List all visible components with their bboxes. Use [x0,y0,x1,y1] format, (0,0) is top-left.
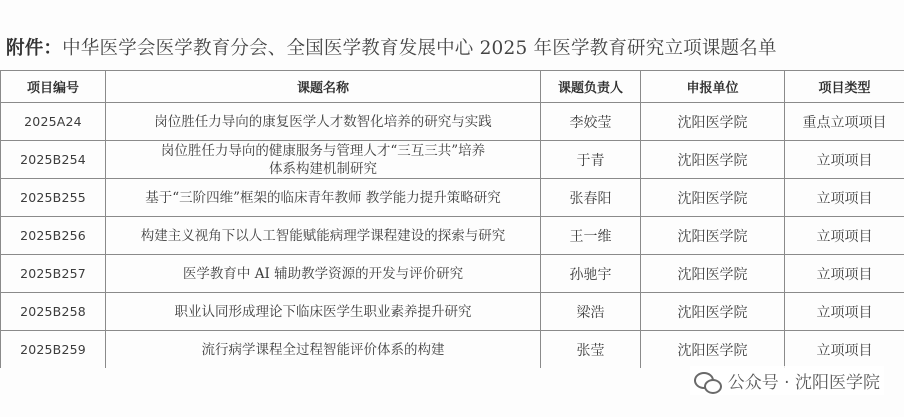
cell-unit: 沈阳医学院 [641,293,785,331]
header-type: 项目类型 [785,71,904,103]
cell-unit: 沈阳医学院 [641,255,785,293]
wechat-icon [694,370,720,392]
cell-leader: 张春阳 [541,179,641,217]
cell-unit: 沈阳医学院 [641,141,785,179]
cell-name: 岗位胜任力导向的康复医学人才数智化培养的研究与实践 [106,103,541,141]
cell-type: 立项项目 [785,331,904,369]
cell-code: 2025B256 [1,217,106,255]
cell-unit: 沈阳医学院 [641,331,785,369]
cell-type: 立项项目 [785,141,904,179]
cell-name: 岗位胜任力导向的健康服务与管理人才“三互三共”培养体系构建机制研究 [106,141,541,179]
cell-leader: 于青 [541,141,641,179]
cell-type: 重点立项项目 [785,103,904,141]
cell-code: 2025B254 [1,141,106,179]
cell-name: 基于“三阶四维”框架的临床青年教师 教学能力提升策略研究 [106,179,541,217]
cell-code: 2025A24 [1,103,106,141]
document-title [6,30,777,64]
cell-type: 立项项目 [785,217,904,255]
cell-code: 2025B257 [1,255,106,293]
table-row [1,255,904,293]
table-row [1,217,904,255]
cell-leader: 张莹 [541,331,641,369]
cell-leader: 孙驰宇 [541,255,641,293]
watermark-text: 公众号 · 沈阳医学院 [727,373,880,393]
title-prefix: 附件： [6,38,63,59]
title-text: 中华医学会医学教育分会、全国医学教育发展中心 2025 年医学教育研究立项课题名单 [62,38,777,59]
cell-leader: 李姣莹 [541,103,641,141]
table-header-row [1,71,904,103]
cell-type: 立项项目 [785,179,904,217]
cell-unit: 沈阳医学院 [641,179,785,217]
project-table-container [0,70,904,368]
cell-name: 流行病学课程全过程智能评价体系的构建 [106,331,541,369]
cell-unit: 沈阳医学院 [641,217,785,255]
cell-code: 2025B255 [1,179,106,217]
table-row [1,141,904,179]
header-code: 项目编号 [1,71,106,103]
cell-name: 构建主义视角下以人工智能赋能病理学课程建设的探索与研究 [106,217,541,255]
cell-name: 职业认同形成理论下临床医学生职业素养提升研究 [106,293,541,331]
cell-leader: 梁浩 [541,293,641,331]
project-table [0,70,904,368]
table-row [1,293,904,331]
header-unit: 申报单位 [641,71,785,103]
cell-type: 立项项目 [785,255,904,293]
table-row [1,179,904,217]
table-row [1,103,904,141]
table-row [1,331,904,369]
header-name: 课题名称 [106,71,541,103]
cell-type: 立项项目 [785,293,904,331]
cell-unit: 沈阳医学院 [641,103,785,141]
wechat-watermark [690,366,884,395]
header-leader: 课题负责人 [541,71,641,103]
cell-leader: 王一维 [541,217,641,255]
cell-name: 医学教育中 AI 辅助教学资源的开发与评价研究 [106,255,541,293]
cell-code: 2025B259 [1,331,106,369]
cell-code: 2025B258 [1,293,106,331]
